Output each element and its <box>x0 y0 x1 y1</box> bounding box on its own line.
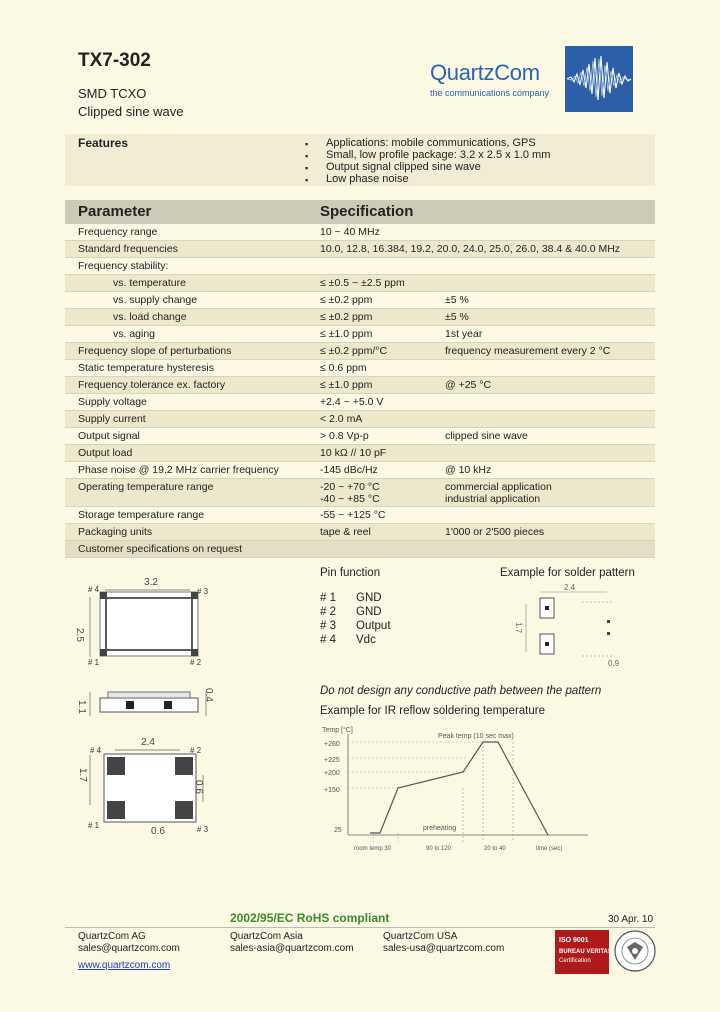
spec-cell: tape & reel <box>320 526 371 538</box>
office-asia-email[interactable]: sales-asia@quartzcom.com <box>230 943 354 954</box>
pin-number: # 3 <box>320 620 336 632</box>
feature-item: Applications: mobile communications, GPS <box>326 137 536 149</box>
pin-function-title: Pin function <box>320 567 381 579</box>
dim-bottom-height: 1.7 <box>77 768 88 782</box>
table-row <box>65 258 655 275</box>
param-cell: Output load <box>78 447 133 459</box>
bottom-pin2-label: # 2 <box>190 746 202 755</box>
bullet: ▪ <box>305 139 309 149</box>
bottom-pin1-label: # 1 <box>88 821 100 830</box>
table-row <box>65 524 655 541</box>
table-row <box>65 241 655 258</box>
bureau-veritas-seal-icon <box>613 928 657 974</box>
spec-cell: ≤ ±1.0 ppm <box>320 328 373 340</box>
x-label: 20 to 40 <box>484 846 506 852</box>
param-cell: Frequency slope of perturbations <box>78 345 232 357</box>
office-usa-name: QuartzCom USA <box>383 931 458 942</box>
x-label: room temp 30 <box>354 846 392 852</box>
spec-cell: -20 ~ +70 °C <box>320 481 380 493</box>
table-row <box>65 360 655 377</box>
bottom-pin4-label: # 4 <box>90 746 102 755</box>
table-row <box>65 394 655 411</box>
table-row <box>65 411 655 428</box>
param-cell: Static temperature hysteresis <box>78 362 214 374</box>
solder-dim-width: 2.4 <box>564 583 576 592</box>
company-logo-tagline: the communications company <box>430 88 550 98</box>
spec-cell: > 0.8 Vp-p <box>320 430 369 442</box>
cert-type: Certification <box>559 958 591 964</box>
specification-column-header: Specification <box>320 203 414 220</box>
spec-cell: +2.4 ~ +5.0 V <box>320 396 384 408</box>
param-cell: Standard frequencies <box>78 243 178 255</box>
param-cell: vs. aging <box>113 328 156 340</box>
note-cell: 1st year <box>445 328 483 340</box>
waveform-logo-icon <box>565 46 633 112</box>
pin1-label: # 1 <box>88 658 100 667</box>
y-tick: +150 <box>324 787 340 794</box>
features-heading: Features <box>78 136 129 150</box>
param-cell: vs. load change <box>113 311 187 323</box>
pin-func: Output <box>356 620 391 632</box>
param-cell: Frequency range <box>78 226 158 238</box>
spec-cell: ≤ ±0.2 ppm <box>320 294 373 306</box>
table-row <box>65 541 655 558</box>
bullet: ▪ <box>305 163 309 173</box>
param-cell: Frequency tolerance ex. factory <box>78 379 226 391</box>
table-row <box>65 275 655 292</box>
param-cell: Customer specifications on request <box>78 543 242 555</box>
pin-func: GND <box>356 606 382 618</box>
parameter-column-header: Parameter <box>78 203 152 220</box>
dim-bottom-width: 2.4 <box>141 737 155 748</box>
pin-func: GND <box>356 592 382 604</box>
spec-cell: ≤ ±0.5 ~ ±2.5 ppm <box>320 277 405 289</box>
spec-cell: ≤ 0.6 ppm <box>320 362 367 374</box>
document-date: 30 Apr. 10 <box>608 914 654 925</box>
table-row <box>65 479 655 507</box>
peak-label: Peak temp (10 sec max) <box>438 733 514 740</box>
top-view <box>74 577 209 667</box>
cert-iso: ISO 9001 <box>559 937 589 944</box>
feature-item: Low phase noise <box>326 173 409 185</box>
note-cell: industrial application <box>445 493 541 505</box>
dim-bottom-pad-h: 0.6 <box>193 780 204 794</box>
param-cell: vs. temperature <box>113 277 186 289</box>
reflow-profile-line <box>370 742 548 835</box>
note-cell: @ +25 °C <box>445 379 492 391</box>
bullet: ▪ <box>305 151 309 161</box>
param-cell: vs. supply change <box>113 294 198 306</box>
param-cell: Output signal <box>78 430 140 442</box>
table-row <box>65 428 655 445</box>
param-cell: Phase noise @ 19.2 MHz carrier frequency <box>78 464 279 476</box>
bullet: ▪ <box>305 175 309 185</box>
feature-item: Small, low profile package: 3.2 x 2.5 x 1.0 mm <box>326 149 551 161</box>
pin-number: # 1 <box>320 592 336 604</box>
spec-cell: -40 ~ +85 °C <box>320 493 380 505</box>
solder-dim-pad: 0.9 <box>608 659 620 668</box>
pin2-label: # 2 <box>190 658 202 667</box>
spec-cell: 10 ~ 40 MHz <box>320 226 380 238</box>
param-cell: Frequency stability: <box>78 260 169 272</box>
table-row <box>65 377 655 394</box>
reflow-title: Example for IR reflow soldering temperature <box>320 705 545 717</box>
table-row <box>65 292 655 309</box>
website-link[interactable]: www.quartzcom.com <box>78 960 171 971</box>
dim-side-pad: 0.4 <box>203 688 214 702</box>
y-tick: +200 <box>324 770 340 777</box>
table-row <box>65 309 655 326</box>
spec-cell: < 2.0 mA <box>320 413 363 425</box>
y-tick: +225 <box>324 757 340 764</box>
table-row <box>65 224 655 241</box>
office-usa-email[interactable]: sales-usa@quartzcom.com <box>383 943 505 954</box>
spec-cell: ≤ ±1.0 ppm <box>320 379 373 391</box>
note-cell: frequency measurement every 2 °C <box>445 345 611 357</box>
pin3-label: # 3 <box>197 587 209 596</box>
table-row <box>65 326 655 343</box>
param-cell: Supply current <box>78 413 146 425</box>
solder-dim-height: 1.7 <box>514 622 523 634</box>
product-output: Clipped sine wave <box>78 104 184 119</box>
param-cell: Storage temperature range <box>78 509 205 521</box>
note-cell: ±5 % <box>445 294 469 306</box>
note-cell: @ 10 kHz <box>445 464 492 476</box>
spec-cell: 10.0, 12.8, 16.384, 19.2, 20.0, 24.0, 25.0, 26.0, 38.4 & 40.0 MHz <box>320 243 621 255</box>
table-row <box>65 507 655 524</box>
spec-cell: 10 kΩ // 10 pF <box>320 447 387 459</box>
feature-item: Output signal clipped sine wave <box>326 161 481 173</box>
office-ag-name: QuartzCom AG <box>78 931 146 942</box>
y-tick: +260 <box>324 741 340 748</box>
product-type: SMD TCXO <box>78 86 147 101</box>
dim-bottom-pad-w: 0.6 <box>151 826 165 837</box>
spec-cell: -145 dBc/Hz <box>320 464 378 476</box>
note-cell: ±5 % <box>445 311 469 323</box>
dim-top-height: 2.5 <box>74 628 85 642</box>
spec-cell: -55 ~ +125 °C <box>320 509 386 521</box>
dim-side-height: 1.1 <box>76 700 87 714</box>
design-warning: Do not design any conductive path between the pattern <box>320 685 602 697</box>
spec-cell: ≤ ±0.2 ppm/°C <box>320 345 388 357</box>
iso-certification-badge <box>555 928 655 974</box>
reflow-y-label: Temp [°C] <box>322 727 353 734</box>
preheating-label: preheating <box>423 825 457 832</box>
table-row <box>65 462 655 479</box>
solder-pattern-title: Example for solder pattern <box>500 567 635 579</box>
solder-pattern-drawing <box>512 582 632 670</box>
param-cell: Operating temperature range <box>78 481 214 493</box>
note-cell: clipped sine wave <box>445 430 528 442</box>
note-cell: commercial application <box>445 481 552 493</box>
y-tick: 25 <box>334 827 342 834</box>
spec-cell: ≤ ±0.2 ppm <box>320 311 373 323</box>
table-row <box>65 343 655 360</box>
product-title: TX7-302 <box>78 50 151 71</box>
table-row <box>65 445 655 462</box>
pin-number: # 4 <box>320 634 336 646</box>
pin4-label: # 4 <box>88 585 100 594</box>
x-label: time (sec) <box>536 846 563 852</box>
side-view <box>76 688 214 716</box>
bottom-pin3-label: # 3 <box>197 825 209 834</box>
param-cell: Supply voltage <box>78 396 147 408</box>
company-logo-name: QuartzCom <box>430 60 540 85</box>
note-cell: 1'000 or 2'500 pieces <box>445 526 545 538</box>
office-ag-email[interactable]: sales@quartzcom.com <box>78 943 180 954</box>
pin-number: # 2 <box>320 606 336 618</box>
x-label: 90 to 120 <box>426 846 452 852</box>
office-asia-name: QuartzCom Asia <box>230 931 303 942</box>
bottom-view <box>77 737 209 837</box>
param-cell: Packaging units <box>78 526 153 538</box>
package-drawing <box>60 570 235 840</box>
rohs-compliance: 2002/95/EC RoHS compliant <box>230 911 390 925</box>
cert-body: BUREAU VERITAS <box>559 949 612 955</box>
reflow-chart <box>318 720 593 855</box>
pin-func: Vdc <box>356 634 376 646</box>
dim-top-width: 3.2 <box>144 577 158 588</box>
